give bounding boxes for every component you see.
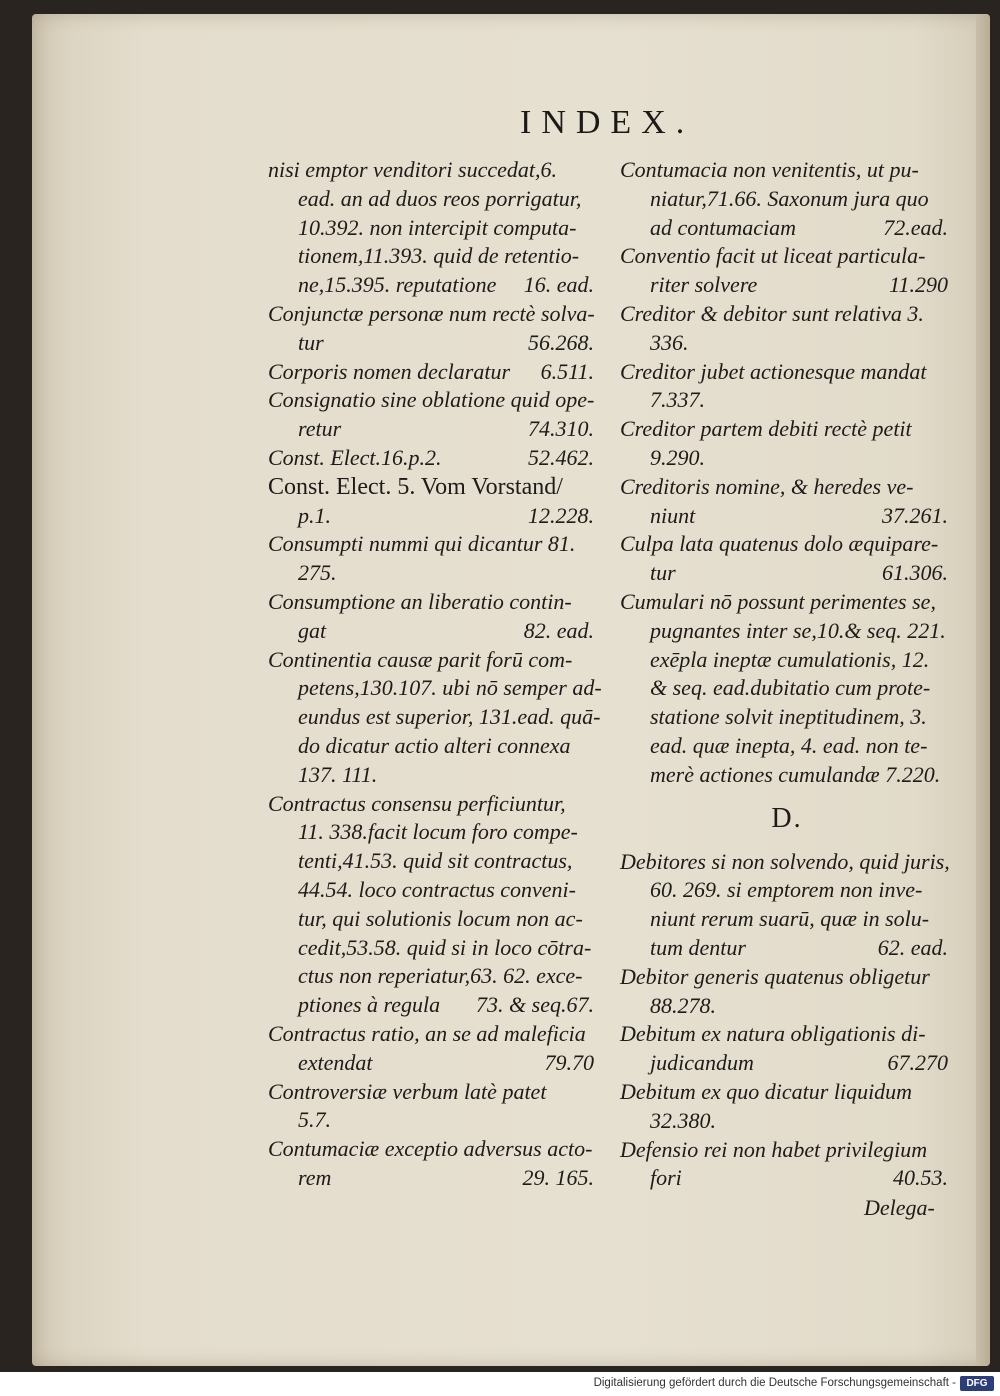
entry-reference: 61.306.: [882, 560, 948, 586]
index-entry-line: [268, 761, 600, 790]
index-entry-line: [268, 588, 600, 617]
index-entry-line: [620, 1164, 954, 1193]
entry-text: merè actiones cumulandæ 7.220.: [650, 761, 941, 787]
entry-text: ad contumaciam: [650, 214, 797, 240]
index-entry-line: [268, 559, 600, 588]
entry-text: tur: [298, 329, 324, 355]
index-entry-line: [268, 502, 600, 531]
index-entry-line: [268, 242, 600, 271]
funding-note: Digitalisierung gefördert durch die Deutsche Forschungsgemeinschaft -: [593, 1377, 956, 1389]
index-entry-line: [268, 156, 600, 185]
index-entry-line: [620, 1136, 954, 1165]
entry-text: 10.392. non intercipit computa-: [298, 214, 577, 240]
index-entry-line: [620, 300, 954, 329]
entry-text: riter solvere: [650, 272, 758, 298]
entry-text: Cumulari nō possunt perimentes se,: [620, 588, 936, 614]
index-entry-line: [620, 502, 954, 531]
index-entry-line: [620, 905, 954, 934]
entry-text: Const. Elect. 5. Vom Vorstand/: [268, 473, 563, 500]
index-entry-line: [268, 847, 600, 876]
index-entry-line: [268, 415, 600, 444]
entry-text: judicandum: [650, 1050, 754, 1076]
index-entry-line: [620, 876, 954, 905]
entry-text: ctus non reperiatur,63. 62. exce-: [298, 963, 583, 989]
entry-text: Debitum ex natura obligationis di-: [620, 1021, 926, 1047]
index-entry-line: [620, 1020, 954, 1049]
entry-text: 11. 338.facit locum foro compe-: [298, 819, 578, 845]
index-entry-line: [620, 156, 954, 185]
entry-text: extendat: [298, 1049, 373, 1075]
entry-text: cedit,53.58. quid si in loco cōtra-: [298, 934, 592, 960]
entry-text: ptiones à regula: [298, 992, 441, 1018]
entry-reference: 37.261.: [882, 502, 948, 528]
entry-text: tur: [650, 560, 676, 586]
entry-text: Controversiæ verbum latè patet: [268, 1078, 547, 1104]
index-entry-line: [268, 934, 600, 963]
entry-text: 5.7.: [298, 1107, 331, 1133]
entry-text: pugnantes inter se,10.& seq. 221.: [650, 617, 946, 643]
index-entry-line: [268, 444, 600, 473]
entry-text: exēpla ineptæ cumulationis, 12.: [650, 646, 930, 672]
index-entry-line: [620, 329, 954, 358]
entry-text: statione solvit ineptitudinem, 3.: [650, 704, 927, 730]
index-entry-line: [268, 271, 600, 300]
entry-text: tur, qui solutionis locum non ac-: [298, 905, 583, 931]
entry-text: 44.54. loco contractus conveni-: [298, 876, 576, 902]
entry-text: p.1.: [298, 502, 331, 528]
entry-text: Contumaciæ exceptio adversus acto-: [268, 1136, 593, 1162]
index-entry-line: [268, 646, 600, 675]
entry-reference: 12.228.: [528, 502, 594, 528]
index-entry-line: [268, 1164, 600, 1193]
entry-text: 137. 111.: [298, 761, 378, 787]
entry-reference: 74.310.: [528, 416, 594, 442]
entry-text: 88.278.: [650, 992, 716, 1018]
entry-text: tum dentur: [650, 934, 746, 960]
entry-text: nisi emptor venditori succedat,6.: [268, 157, 558, 182]
entry-text: Const. Elect.16.p.2.: [268, 444, 442, 470]
index-entry-line: [268, 991, 600, 1020]
entry-text: 60. 269. si emptorem non inve-: [650, 877, 923, 903]
index-entry-line: [620, 992, 954, 1021]
entry-text: Corporis nomen declaratur: [268, 358, 510, 384]
index-entry-line: [620, 242, 954, 271]
dfg-logo: DFG: [960, 1376, 994, 1391]
entry-text: niatur,71.66. Saxonum jura quo: [650, 185, 929, 211]
entry-text: 275.: [298, 560, 337, 586]
entry-text: Creditor jubet actionesque mandat: [620, 358, 927, 384]
index-entry-line: [268, 674, 600, 703]
index-entry-line: [268, 1135, 600, 1164]
entry-text: Debitores si non solvendo, quid juris,: [620, 848, 950, 874]
entry-reference: 73. & seq.67.: [476, 992, 594, 1018]
entry-text: Debitum ex quo dicatur liquidum: [620, 1078, 913, 1104]
entry-text: 336.: [650, 329, 689, 355]
index-entry-line: [268, 214, 600, 243]
entry-text: eundus est superior, 131.ead. quā-: [298, 704, 601, 730]
entry-reference: 40.53.: [893, 1165, 948, 1191]
index-entry-line: [268, 732, 600, 761]
index-entry-line: [620, 703, 954, 732]
index-entry-line: [620, 934, 954, 963]
entry-text: rem: [298, 1164, 332, 1190]
index-entry-line: [620, 963, 954, 992]
entry-text: Conventio facit ut liceat particula-: [620, 243, 926, 269]
entry-text: niunt: [650, 502, 696, 528]
entry-text: petens,130.107. ubi nō semper ad-: [298, 675, 602, 701]
index-entry-line: [268, 530, 600, 559]
entry-text: 7.337.: [650, 387, 705, 413]
index-entry-line: [620, 473, 954, 502]
index-entry-line: [620, 761, 954, 790]
entry-reference: 6.511.: [540, 358, 594, 384]
index-entry-line: [620, 1107, 954, 1136]
index-entry-line: [268, 1078, 600, 1107]
entry-text: Continentia causæ parit forū com-: [268, 646, 573, 672]
entry-text: gat: [298, 617, 327, 643]
index-entry-line: [620, 588, 954, 617]
index-entry-line: [268, 300, 600, 329]
entry-text: ne,15.395. reputatione: [298, 272, 497, 298]
index-entry-line: [620, 386, 954, 415]
section-letter: D.: [771, 802, 803, 834]
index-entry-line: [620, 617, 954, 646]
index-entry-line: [268, 818, 600, 847]
entry-text: & seq. ead.dubitatio cum prote-: [650, 675, 931, 701]
entry-reference: 72.ead.: [883, 214, 948, 240]
index-entry-line: [268, 905, 600, 934]
index-entry-line: [268, 1020, 600, 1049]
entry-text: Debitor generis quatenus obligetur: [620, 963, 930, 989]
index-entry-line: [620, 444, 954, 473]
index-entry-line: [268, 1106, 600, 1135]
index-entry-line: [620, 1078, 954, 1107]
index-entry-line: [268, 703, 600, 732]
index-entry-line: [268, 962, 600, 991]
page-edge: [976, 14, 990, 1366]
index-entry-line: [268, 617, 600, 646]
entry-text: Consignatio sine oblatione quid ope-: [268, 387, 595, 413]
entry-reference: 52.462.: [528, 444, 594, 470]
index-entry-line: [620, 271, 954, 300]
entry-text: Creditoris nomine, & heredes ve-: [620, 473, 914, 499]
index-column-left: [268, 156, 600, 1193]
index-entry-line: [620, 732, 954, 761]
entry-text: Culpa lata quatenus dolo æquipare-: [620, 531, 939, 557]
entry-text: Contumacia non venitentis, ut pu-: [620, 157, 919, 182]
index-entry-line: [268, 358, 600, 387]
entry-text: 32.380.: [650, 1107, 716, 1133]
entry-text: tionem,11.393. quid de retentio-: [298, 243, 580, 269]
index-entry-line: [268, 790, 600, 819]
index-entry-line: [620, 415, 954, 444]
entry-text: ead. an ad duos reos porrigatur,: [298, 185, 582, 211]
index-entry-line: [268, 386, 600, 415]
entry-text: Defensio rei non habet privilegium: [620, 1136, 928, 1162]
index-entry-line: [620, 559, 954, 588]
page-title: INDEX.: [520, 104, 695, 141]
index-entry-line: [268, 329, 600, 358]
entry-text: tenti,41.53. quid sit contractus,: [298, 848, 573, 874]
index-entry-line: [620, 1049, 954, 1078]
entry-text: retur: [298, 416, 342, 442]
entry-text: do dicatur actio alteri connexa: [298, 732, 571, 758]
entry-text: niunt rerum suarū, quæ in solu-: [650, 906, 930, 932]
index-entry-line: [620, 214, 954, 243]
index-entry-line: [620, 358, 954, 387]
digitization-footer: [0, 1372, 1000, 1396]
index-entry-line: [620, 674, 954, 703]
entry-reference: 67.270: [887, 1050, 948, 1076]
entry-text: fori: [650, 1165, 682, 1191]
entry-reference: 62. ead.: [877, 934, 948, 960]
entry-reference: 29. 165.: [522, 1164, 594, 1190]
entry-reference: 11.290: [889, 272, 948, 298]
entry-reference: 82. ead.: [523, 617, 594, 643]
index-entry-line: [620, 848, 954, 877]
entry-text: Creditor & debitor sunt relativa 3.: [620, 300, 924, 326]
index-entry-line: [268, 185, 600, 214]
entry-text: Conjunctæ personæ num rectè solva-: [268, 300, 595, 326]
index-entry-line: [620, 530, 954, 559]
index-column-right: [620, 156, 954, 1193]
entry-text: Contractus consensu perficiuntur,: [268, 790, 566, 816]
index-entry-line: [268, 876, 600, 905]
index-entry-line: [620, 185, 954, 214]
entry-reference: 16. ead.: [523, 272, 594, 298]
entry-text: ead. quæ inepta, 4. ead. non te-: [650, 732, 928, 758]
index-entry-line: [620, 646, 954, 675]
entry-reference: 56.268.: [528, 329, 594, 355]
entry-text: Consumpti nummi qui dicantur 81.: [268, 531, 576, 557]
entry-text: Contractus ratio, an se ad maleficia: [268, 1020, 586, 1046]
index-entry-line: [268, 473, 600, 502]
entry-reference: 79.70: [544, 1049, 594, 1075]
entry-text: Consumptione an liberatio contin-: [268, 588, 572, 614]
catchword: Delega-: [864, 1195, 935, 1220]
entry-text: Creditor partem debiti rectè petit: [620, 416, 912, 442]
entry-text: 9.290.: [650, 444, 705, 470]
index-entry-line: [268, 1049, 600, 1078]
